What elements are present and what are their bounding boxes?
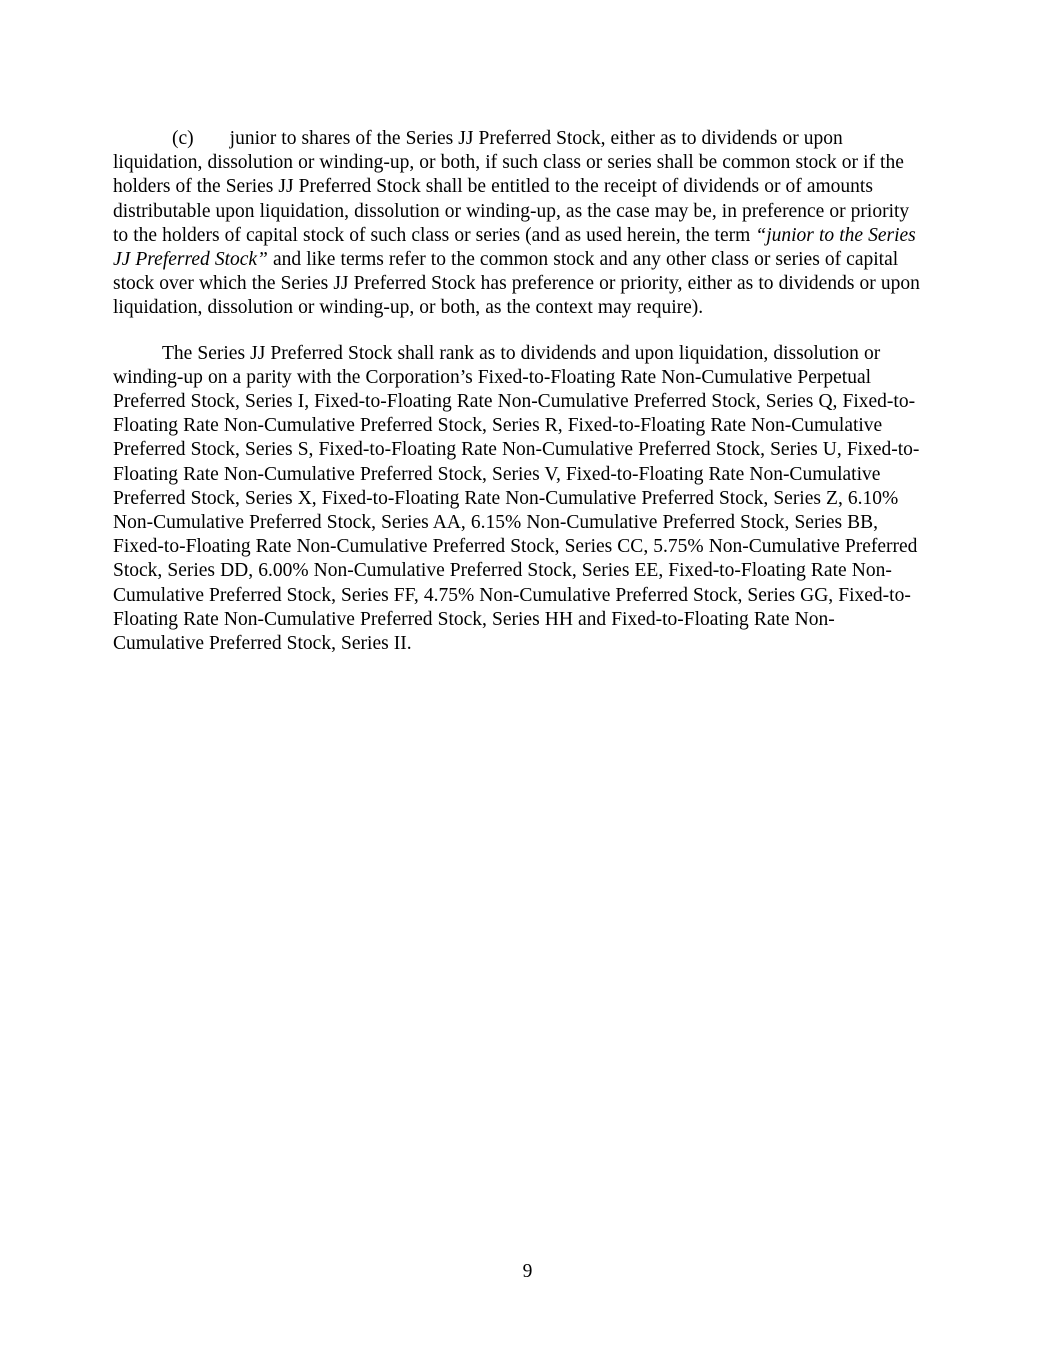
parity-paragraph-text: The Series JJ Preferred Stock shall rank as to dividends and upon liquidation, dissolution or winding-up on a parity with the Corporation’s Fixed-to-Floating Rate Non-Cumulative Perpetual Preferred Stock, Series I, Fixed-to-Floating Rate Non-Cumulative Preferred Stock, Series Q, Fixed-to-Floating Rate Non-Cumulative Preferred Stock, Series R, Fixed-to-Floating Rate Non-Cumulative Preferred Stock, Series S, Fixed-to-Floating Rate Non-Cumulative Preferred Stock, Series U, Fixed-to-Floating Rate Non-Cumulative Preferred Stock, Series V, Fixed-to-Floating Rate Non-Cumulative Preferred Stock, Series X, Fixed-to-Floating Rate Non-Cumulative Preferred Stock, Series Z, 6.10% Non-Cumulative Preferred Stock, Series AA, 6.15% Non-Cumulative Preferred Stock, Series BB, Fixed-to-Floating Rate Non-Cumulative Preferred Stock, Series CC, 5.75% Non-Cumulative Preferred Stock, Series DD, 6.00% Non-Cumulative Preferred Stock, Series EE, Fixed-to-Floating Rate Non-Cumulative Preferred Stock, Series FF, 4.75% Non-Cumulative Preferred Stock, Series GG, Fixed-to-Floating Rate Non-Cumulative Preferred Stock, Series HH and Fixed-to-Floating Rate Non-Cumulative Preferred Stock, Series II. <box>113 342 920 655</box>
document-body <box>113 127 925 656</box>
defined-term-italic: “junior to the Series JJ Preferred Stock” <box>113 224 916 271</box>
parity-paragraph <box>113 342 925 657</box>
page-number: 9 <box>522 1261 533 1282</box>
clause-label: (c) <box>172 128 194 149</box>
clause-c-paragraph <box>113 127 925 321</box>
clause-text-before-italic: junior to shares of the Series JJ Preferred Stock, either as to dividends or upon liquidation, dissolution or winding-up, or both, if such class or series shall be common stock or if the holders of the Series JJ Preferred Stock shall be entitled to the receipt of dividends or of amounts distributable upon liquidation, dissolution or winding-up, as the case may be, in preference or priority to the holders of capital stock of such class or series (and as used herein, the term <box>113 128 910 246</box>
clause-text-after-italic: and like terms refer to the common stock and any other class or series of capital stock over which the Series JJ Preferred Stock has preference or priority, either as to dividends or upon liquidation, dissolution or winding-up, or both, as the context may require). <box>113 249 920 319</box>
